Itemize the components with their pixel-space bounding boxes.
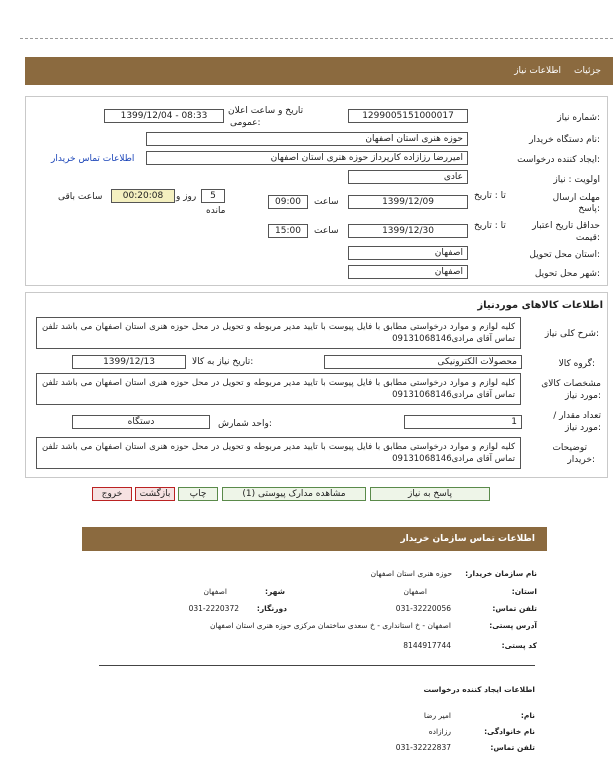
group-field: محصولات الکترونیکی — [324, 355, 522, 369]
remaining-label-2: مانده — [206, 206, 226, 216]
fax-value: 031-2220372 — [188, 604, 239, 613]
last-name-label: نام خانوادگی: — [484, 727, 535, 736]
goods-title: اطلاعات کالاهای موردنیاز — [477, 300, 603, 311]
qty-label-1: / تعداد مقدار — [553, 411, 601, 421]
org-name-label: نام سازمان خریدار: — [465, 569, 537, 578]
creator-phone-value: 031-32222837 — [395, 743, 451, 752]
need-date-label: تاریخ نیاز به کالا: — [192, 357, 254, 367]
goods-card — [25, 292, 608, 478]
validity-time-label: ساعت — [314, 226, 339, 236]
buyer-org-field: حوزه هنری استان اصفهان — [146, 132, 468, 146]
fax-label: دورنگار: — [256, 604, 287, 613]
tab-need-info[interactable]: اطلاعات نیاز — [514, 66, 561, 76]
back-button[interactable]: بازگشت — [135, 487, 175, 501]
buyer-notes-label-2: خریدار: — [567, 455, 595, 465]
validity-date-field: 1399/12/30 — [348, 224, 468, 238]
print-button[interactable]: چاپ — [178, 487, 218, 501]
attachments-button[interactable]: مشاهده مدارک پیوستی (1) — [222, 487, 366, 501]
announce-datetime-field: 1399/12/04 - 08:33 — [104, 109, 224, 123]
deadline-time-field: 09:00 — [268, 195, 308, 209]
tab-details[interactable]: جزئیات — [574, 66, 601, 76]
province-value: اصفهان — [403, 587, 427, 596]
qty-label-2: مورد نیاز: — [564, 423, 601, 433]
spec-text: کلیه لوازم و موارد درخواستی مطابق با فایل پیوست با تایید مدیر مربوطه و تحویل در محل حوزه هنری استان اصفهان می باشد تلفن تماس آقای مرادی09131068146 — [36, 373, 521, 405]
province-label: استان محل تحویل: — [529, 250, 600, 260]
buyer-org-label: نام دستگاه خریدار: — [529, 135, 600, 145]
phone-label: تلفن تماس: — [492, 604, 537, 613]
group-label: گروه کالا: — [558, 359, 595, 369]
need-number-label: شماره نیاز: — [557, 113, 600, 123]
summary-text: کلیه لوازم و موارد درخواستی مطابق با فایل پیوست با تایید مدیر مربوطه و تحویل در محل حوزه هنری استان اصفهان می باشد تلفن تماس آقای مرادی09131068146 — [36, 317, 521, 349]
postal-value: 8144917744 — [403, 641, 451, 650]
days-remaining-field: 5 — [201, 189, 225, 203]
org-name-value: حوزه هنری استان اصفهان — [370, 569, 452, 578]
priority-label: اولویت : نیاز — [553, 175, 600, 185]
countdown-timer: 00:20:08 — [111, 189, 175, 203]
creator-phone-label: تلفن تماس: — [490, 743, 535, 752]
phone-value: 031-32220056 — [395, 604, 451, 613]
first-name-label: نام: — [520, 711, 535, 720]
exit-button[interactable]: خروج — [92, 487, 132, 501]
address-label: آدرس پستی: — [489, 621, 537, 630]
city-label: شهر: — [265, 587, 285, 596]
deadline-label-2: پاسخ: — [578, 204, 600, 214]
need-number-field: 1299005151000017 — [348, 109, 468, 123]
requester-field: امیررضا رزازاده کارپرداز حوزه هنری استان اصفهان — [146, 151, 468, 165]
validity-time-field: 15:00 — [268, 224, 308, 238]
buyer-notes-label-1: توضیحات — [552, 443, 587, 453]
validity-until-label: تا : تاریخ — [474, 221, 506, 231]
unit-label: واحد شمارش: — [218, 419, 272, 429]
qty-field: 1 — [404, 415, 522, 429]
address-value: اصفهان - خ استانداری - خ سعدی ساختمان مرکزی حوزه هنری استان اصفهان — [210, 621, 451, 630]
announce-label-1: تاریخ و ساعت اعلان — [228, 106, 304, 116]
top-divider — [20, 38, 613, 39]
reply-button[interactable]: پاسخ به نیاز — [370, 487, 490, 501]
need-info-card — [25, 96, 608, 286]
priority-field: عادی — [348, 170, 468, 184]
city-label: شهر محل تحویل: — [534, 269, 600, 279]
city-value: اصفهان — [203, 587, 227, 596]
postal-label: کد پستی: — [501, 641, 537, 650]
buyer-notes-text: کلیه لوازم و موارد درخواستی مطابق با فایل پیوست با تایید مدیر مربوطه و تحویل در محل حوزه هنری استان اصفهان می باشد تلفن تماس آقای مرادی09131068146 — [36, 437, 521, 469]
validity-label-1: حداقل تاریخ اعتبار — [532, 221, 600, 231]
deadline-time-label: ساعت — [314, 197, 339, 207]
contact-body — [82, 555, 547, 767]
contact-divider — [99, 665, 535, 666]
province-field: اصفهان — [348, 246, 468, 260]
unit-field: دستگاه — [72, 415, 210, 429]
remaining-label: ساعت باقی — [58, 192, 103, 202]
need-date-field: 1399/12/13 — [72, 355, 186, 369]
deadline-label-1: مهلت ارسال — [552, 193, 600, 203]
spec-label-2: مورد نیاز: — [564, 391, 601, 401]
summary-label: شرح کلی نیاز: — [544, 329, 599, 339]
contact-header — [82, 527, 547, 551]
announce-label-2: عمومی: — [230, 118, 261, 128]
city-field: اصفهان — [348, 265, 468, 279]
contact-title: اطلاعات تماس سازمان خریدار — [400, 534, 535, 544]
province-label: استان: — [511, 587, 537, 596]
deadline-date-field: 1399/12/09 — [348, 195, 468, 209]
requester-label: ایجاد کننده درخواست: — [517, 155, 600, 165]
buyer-contact-link[interactable]: اطلاعات تماس خریدار — [51, 154, 135, 164]
validity-label-2: قیمت: — [575, 233, 600, 243]
last-name-value: رزازاده — [428, 727, 451, 736]
first-name-value: امیر رضا — [423, 711, 451, 720]
page-header — [25, 57, 613, 85]
spec-label-1: مشخصات کالای — [541, 379, 601, 389]
deadline-until-label: تا : تاریخ — [474, 191, 506, 201]
creator-title: اطلاعات ایجاد کننده درخواست — [423, 685, 535, 694]
days-label: روز و — [176, 192, 197, 202]
